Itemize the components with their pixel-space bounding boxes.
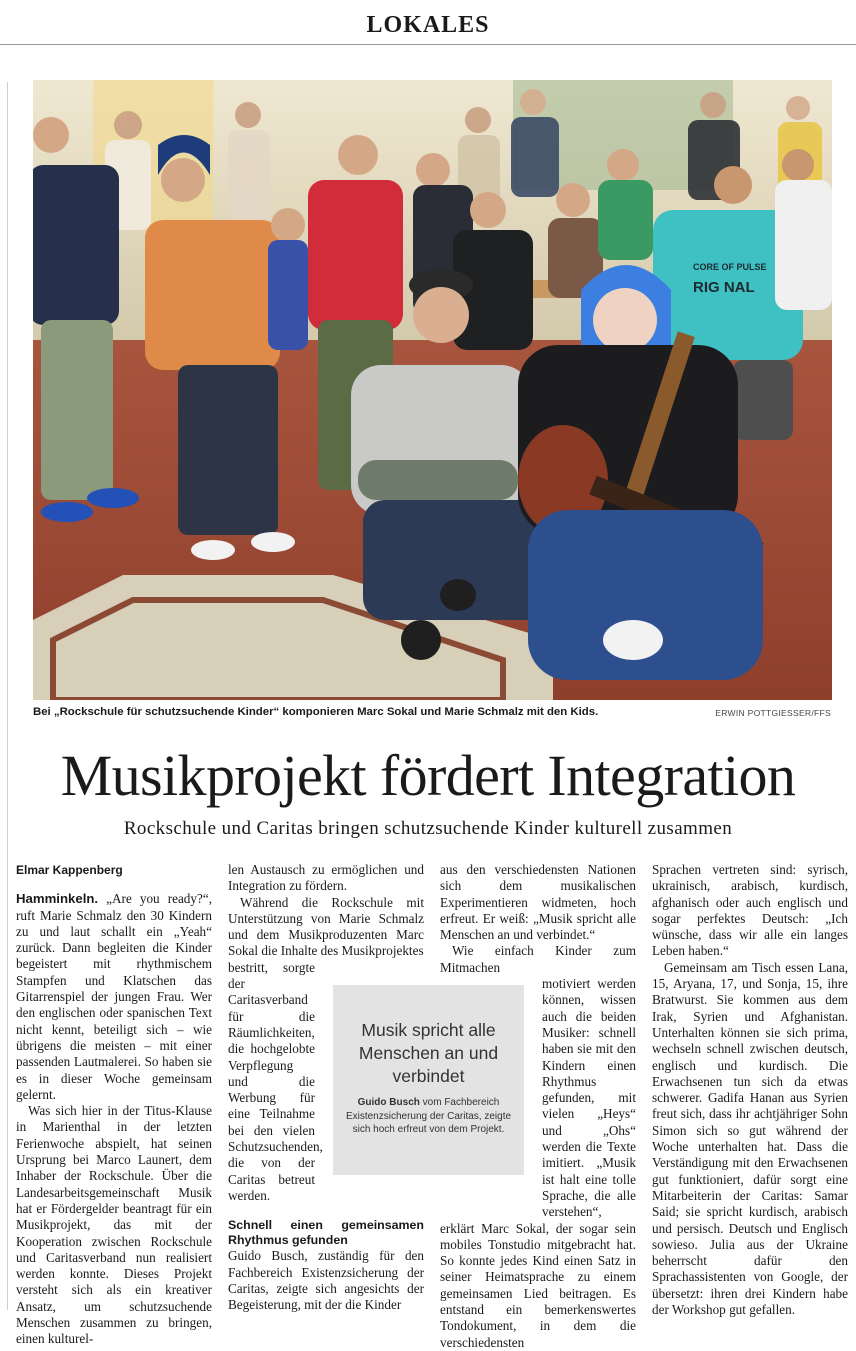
paragraph: Gemeinsam am Tisch essen Lana, 15, Aryana, 17, und Sonja, 15, ihre Bratwurst. Sie kommen aus dem Irak, Syrien und Afghanistan. Unterhalten können sie sich prima, wechseln schnell zwischen deutsch, englisch und kurdisch. Die Erwachsenen tun sich da etwas schwerer. Gadifa Hanan aus Syrien freut sich, dass ihr achtjähriger Sohn Simon sich so gut während der Woche unterhalten hat. Dass die Verständigung mit den Erwachsenen gut funktioniert, dafür sorgt eine Mitarbeiterin der Caritas: Samar Said; sie spricht kurdisch, arabisch und persisch. Deutsch und Englisch sowieso. Julia aus der Ukraine beherrscht dafür den Sprachassistenten von Google, der übersetzt: ihren drei Kindern habe der Workshop gut gefallen. xyxy=(652,959,848,1318)
paragraph: Guido Busch, zuständig für den Fachbereich Existenzsicherung der Caritas, zeigte sich angesichts der Begeisterung, mit der die Kinder xyxy=(228,1248,424,1313)
subheading: Schnell einen gemeinsamen Rhythmus gefunden xyxy=(228,1218,424,1248)
photo-caption: Bei „Rockschule für schutzsuchende Kinder“ komponieren Marc Sokal und Marie Schmalz mit den Kids. xyxy=(33,706,599,718)
section-header xyxy=(0,0,856,45)
section-title: LOKALES xyxy=(366,12,490,38)
photo-credit: ERWIN POTTGIESSER/FFS xyxy=(715,708,831,718)
shirt-text-1: CORE OF PULSE xyxy=(693,262,767,272)
paragraph: Wie einfach Kinder zum Mitmachen xyxy=(440,943,636,975)
paragraph: aus den verschiedensten Nationen sich dem musikalischen Experimentieren widmeten, hoch erfreut. Er weiß: „Musik spricht alle Menschen an und verbindet.“ xyxy=(440,862,636,943)
author-byline: Elmar Kappenberg xyxy=(16,863,123,877)
pull-quote-text: Musik spricht alle Menschen an und verbindet xyxy=(358,1020,499,1086)
headline: Musikprojekt fördert Integration xyxy=(60,743,796,808)
paragraph: Während die Rockschule mit Unterstützung von Marie Schmalz und dem Musikproduzenten Marc Sokal die Inhalte des Musikprojektes xyxy=(228,894,424,959)
article-column-3 xyxy=(440,862,636,1351)
article-column-1 xyxy=(16,862,212,1348)
paragraph: erklärt Marc Sokal, der sogar sein mobiles Tonstudio mitgebracht hat. So konnte jedes Kind einen Satz in seiner Heimatsprache zu einem gemeinsamen Lied beitragen. Es entstand ein bemerkenswertes Tondokument, in dem die verschiedensten xyxy=(440,1220,636,1350)
paragraph: motiviert werden können, wissen auch die beiden Musiker: schnell haben sie mit den Kindern einen Rhythmus gefunden, mit vielen „Heys“ und „Ohs“ werden die Texte imitiert. „Musik ist halt eine tolle Sprache, die alle verstehen“, xyxy=(542,976,636,1220)
paragraph: Sprachen vertreten sind: syrisch, ukrainisch, arabisch, kurdisch, afghanisch oder auch englisch und sogar perfektes Deutsch: „Ich wünsche, dass wir alle ein langes Leben haben.“ xyxy=(652,862,848,959)
subheadline: Rockschule und Caritas bringen schutzsuchende Kinder kulturell zusammen xyxy=(123,818,733,839)
paragraph: Hamminkeln. „Are you ready?“, ruft Marie Schmalz den 30 Kindern zu und laut schallt ein „Yeah“ zurück. Dann begleiten die Kinder begeistert mit rhythmischem Stampfen und Klatschen das Gitarrenspiel der jungen Frau. Wer den englischen oder spanischen Text nicht kennt, beteiligt sich – wie übrigens die meisten – mit einer passenden Lautmalerei. So haben sie es in dieser Woche gemeinsam gelernt. xyxy=(16,891,212,1102)
pull-quote-source: Guido Busch vom Fachbereich Existenzsicherung der Caritas, zeigte sich hoch erfreut von dem Projekt. xyxy=(345,1097,512,1135)
photo-illustration xyxy=(33,80,832,700)
paragraph: bestritt, sorgte der Caritasverband für die Räumlichkeiten, die hochgelobte Verpflegung und die Werbung für eine Teilnahme bei den vielen Schutzsuchenden, die von der Caritas betreut werden. xyxy=(228,959,323,1203)
dateline: Hamminkeln. xyxy=(16,891,99,907)
shirt-text-2: RIG NAL xyxy=(693,279,755,296)
article-photo xyxy=(33,80,832,700)
page-rule xyxy=(7,82,8,1310)
article-column-4 xyxy=(652,862,848,1318)
paragraph: len Austausch zu ermöglichen und Integration zu fördern. xyxy=(228,862,424,894)
paragraph: Was sich hier in der Titus-Klause in Marienthal in der letzten Ferienwoche abspielt, hat seinen Ursprung bei Marco Launert, dem Inhaber der Rockschule. Über die Landesarbeitsgemeinschaft Musik hat er Fördergelder beantragt für ein Musikprojekt, das mit der Kooperation zwischen Rockschule und Caritasverband nun realisiert werden konnte. Dieses Projekt versteht sich als ein kreativer Ansatz, um schutzsuchende Menschen zusammen zu bringen, einen kulturel- xyxy=(16,1103,212,1347)
